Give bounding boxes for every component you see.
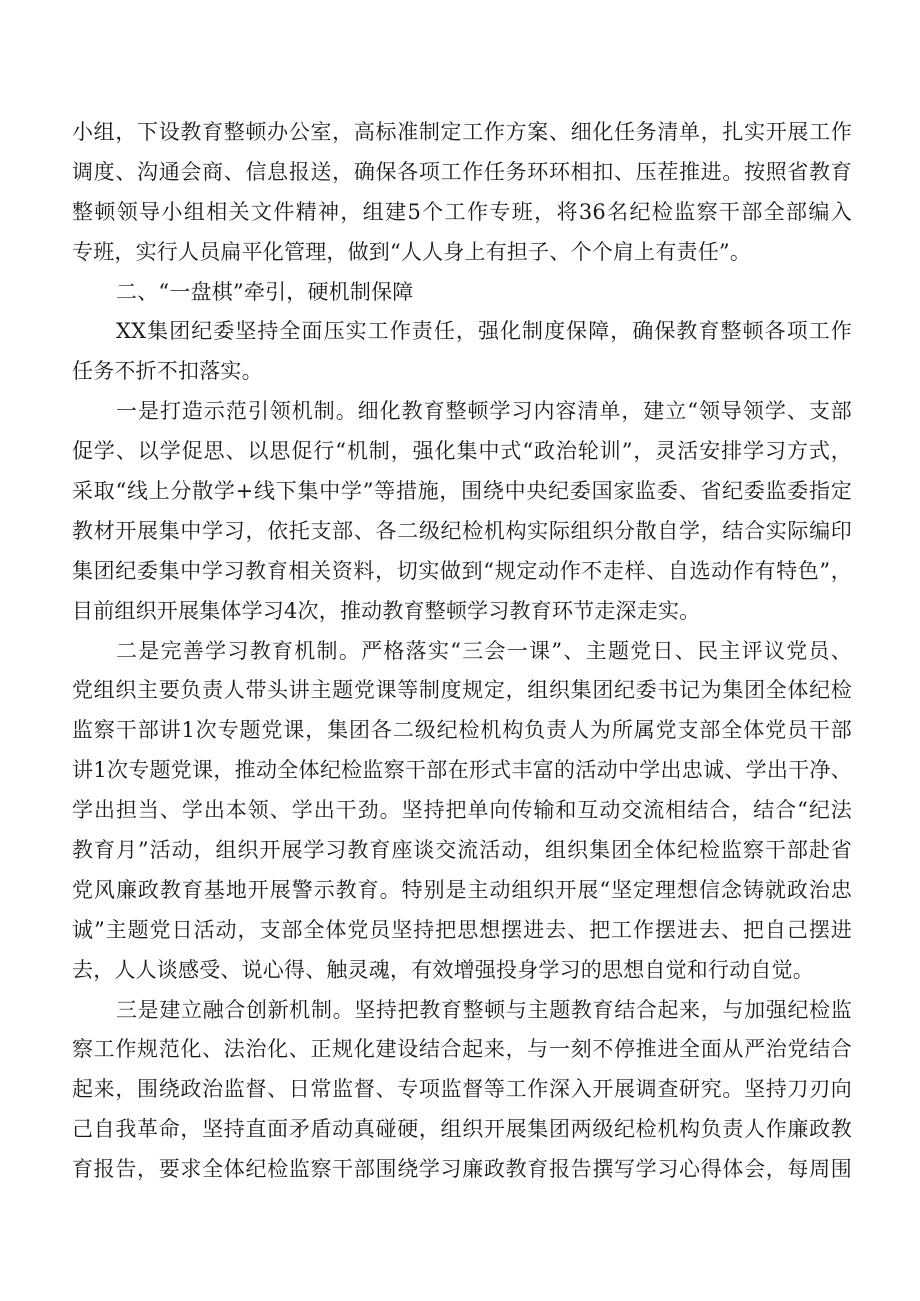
text-line: 采取“线上分散学+线下集中学”等措施，围绕中央纪委国家监委、省纪委监委指定 <box>72 479 852 504</box>
text-line: 促学、以学促思、以思促行“机制，强化集中式“政治轮训”，灵活安排学习方式， <box>72 439 852 464</box>
text-line: 任务不折不扣落实。 <box>72 359 263 384</box>
text-line: 二、“一盘棋”牵引，硬机制保障 <box>116 279 414 304</box>
text-line: 教材开展集中学习，依托支部、各二级纪检机构实际组织分散自学，结合实际编印 <box>72 518 852 543</box>
text-line: 己自我革命，坚持直面矛盾动真碰硬，组织开展集团两级纪检机构负责人作廉政教 <box>72 1117 852 1142</box>
text-line: 学出担当、学出本领、学出干劲。坚持把单向传输和互动交流相结合，结合“纪法 <box>72 798 852 823</box>
text-line: XX集团纪委坚持全面压实工作责任，强化制度保障，确保教育整顿各项工作 <box>116 319 852 344</box>
text-line: 一是打造示范引领机制。细化教育整顿学习内容清单，建立“领导领学、支部 <box>116 399 852 424</box>
text-line: 育报告，要求全体纪检监察干部围绕学习廉政教育报告撰写学习心得体会，每周围 <box>72 1157 852 1182</box>
text-line: 三是建立融合创新机制。坚持把教育整顿与主题教育结合起来，与加强纪检监 <box>116 997 852 1022</box>
text-line: 教育月”活动，组织开展学习教育座谈交流活动，组织集团全体纪检监察干部赴省 <box>72 838 852 863</box>
text-line: 党风廉政教育基地开展警示教育。特别是主动组织开展“坚定理想信念铸就政治忠 <box>72 877 852 902</box>
text-line: 专班，实行人员扁平化管理，做到“人人身上有担子、个个肩上有责任”。 <box>72 239 752 264</box>
text-line: 党组织主要负责人带头讲主题党课等制度规定，组织集团纪委书记为集团全体纪检 <box>72 678 852 703</box>
text-line: 二是完善学习教育机制。严格落实“三会一课”、主题党日、民主评议党员、 <box>116 638 852 663</box>
document-body <box>72 113 852 1190</box>
text-line: 整顿领导小组相关文件精神，组建5个工作专班，将36名纪检监察干部全部编入 <box>72 199 852 224</box>
text-line: 调度、沟通会商、信息报送，确保各项工作任务环环相扣、压茬推进。按照省教育 <box>72 159 852 184</box>
text-line: 监察干部讲1次专题党课，集团各二级纪检机构负责人为所属党支部全体党员干部 <box>72 718 852 743</box>
text-line: 小组，下设教育整顿办公室，高标准制定工作方案、细化任务清单，扎实开展工作 <box>72 120 852 144</box>
text-line: 去，人人谈感受、说心得、触灵魂，有效增强投身学习的思想自觉和行动自觉。 <box>72 957 814 982</box>
text-line: 集团纪委集中学习教育相关资料，切实做到“规定动作不走样、自选动作有特色”， <box>72 558 852 583</box>
text-line: 目前组织开展集体学习4次，推动教育整顿学习教育环节走深走实。 <box>72 598 701 623</box>
text-line: 讲1次专题党课，推动全体纪检监察干部在形式丰富的活动中学出忠诚、学出干净、 <box>72 758 852 783</box>
text-line: 起来，围绕政治监督、日常监督、专项监督等工作深入开展调查研究。坚持刀刃向 <box>72 1077 852 1102</box>
text-line: 察工作规范化、法治化、正规化建设结合起来，与一刻不停推进全面从严治党结合 <box>72 1037 852 1062</box>
text-line: 诚”主题党日活动，支部全体党员坚持把思想摆进去、把工作摆进去、把自己摆进 <box>72 917 852 942</box>
